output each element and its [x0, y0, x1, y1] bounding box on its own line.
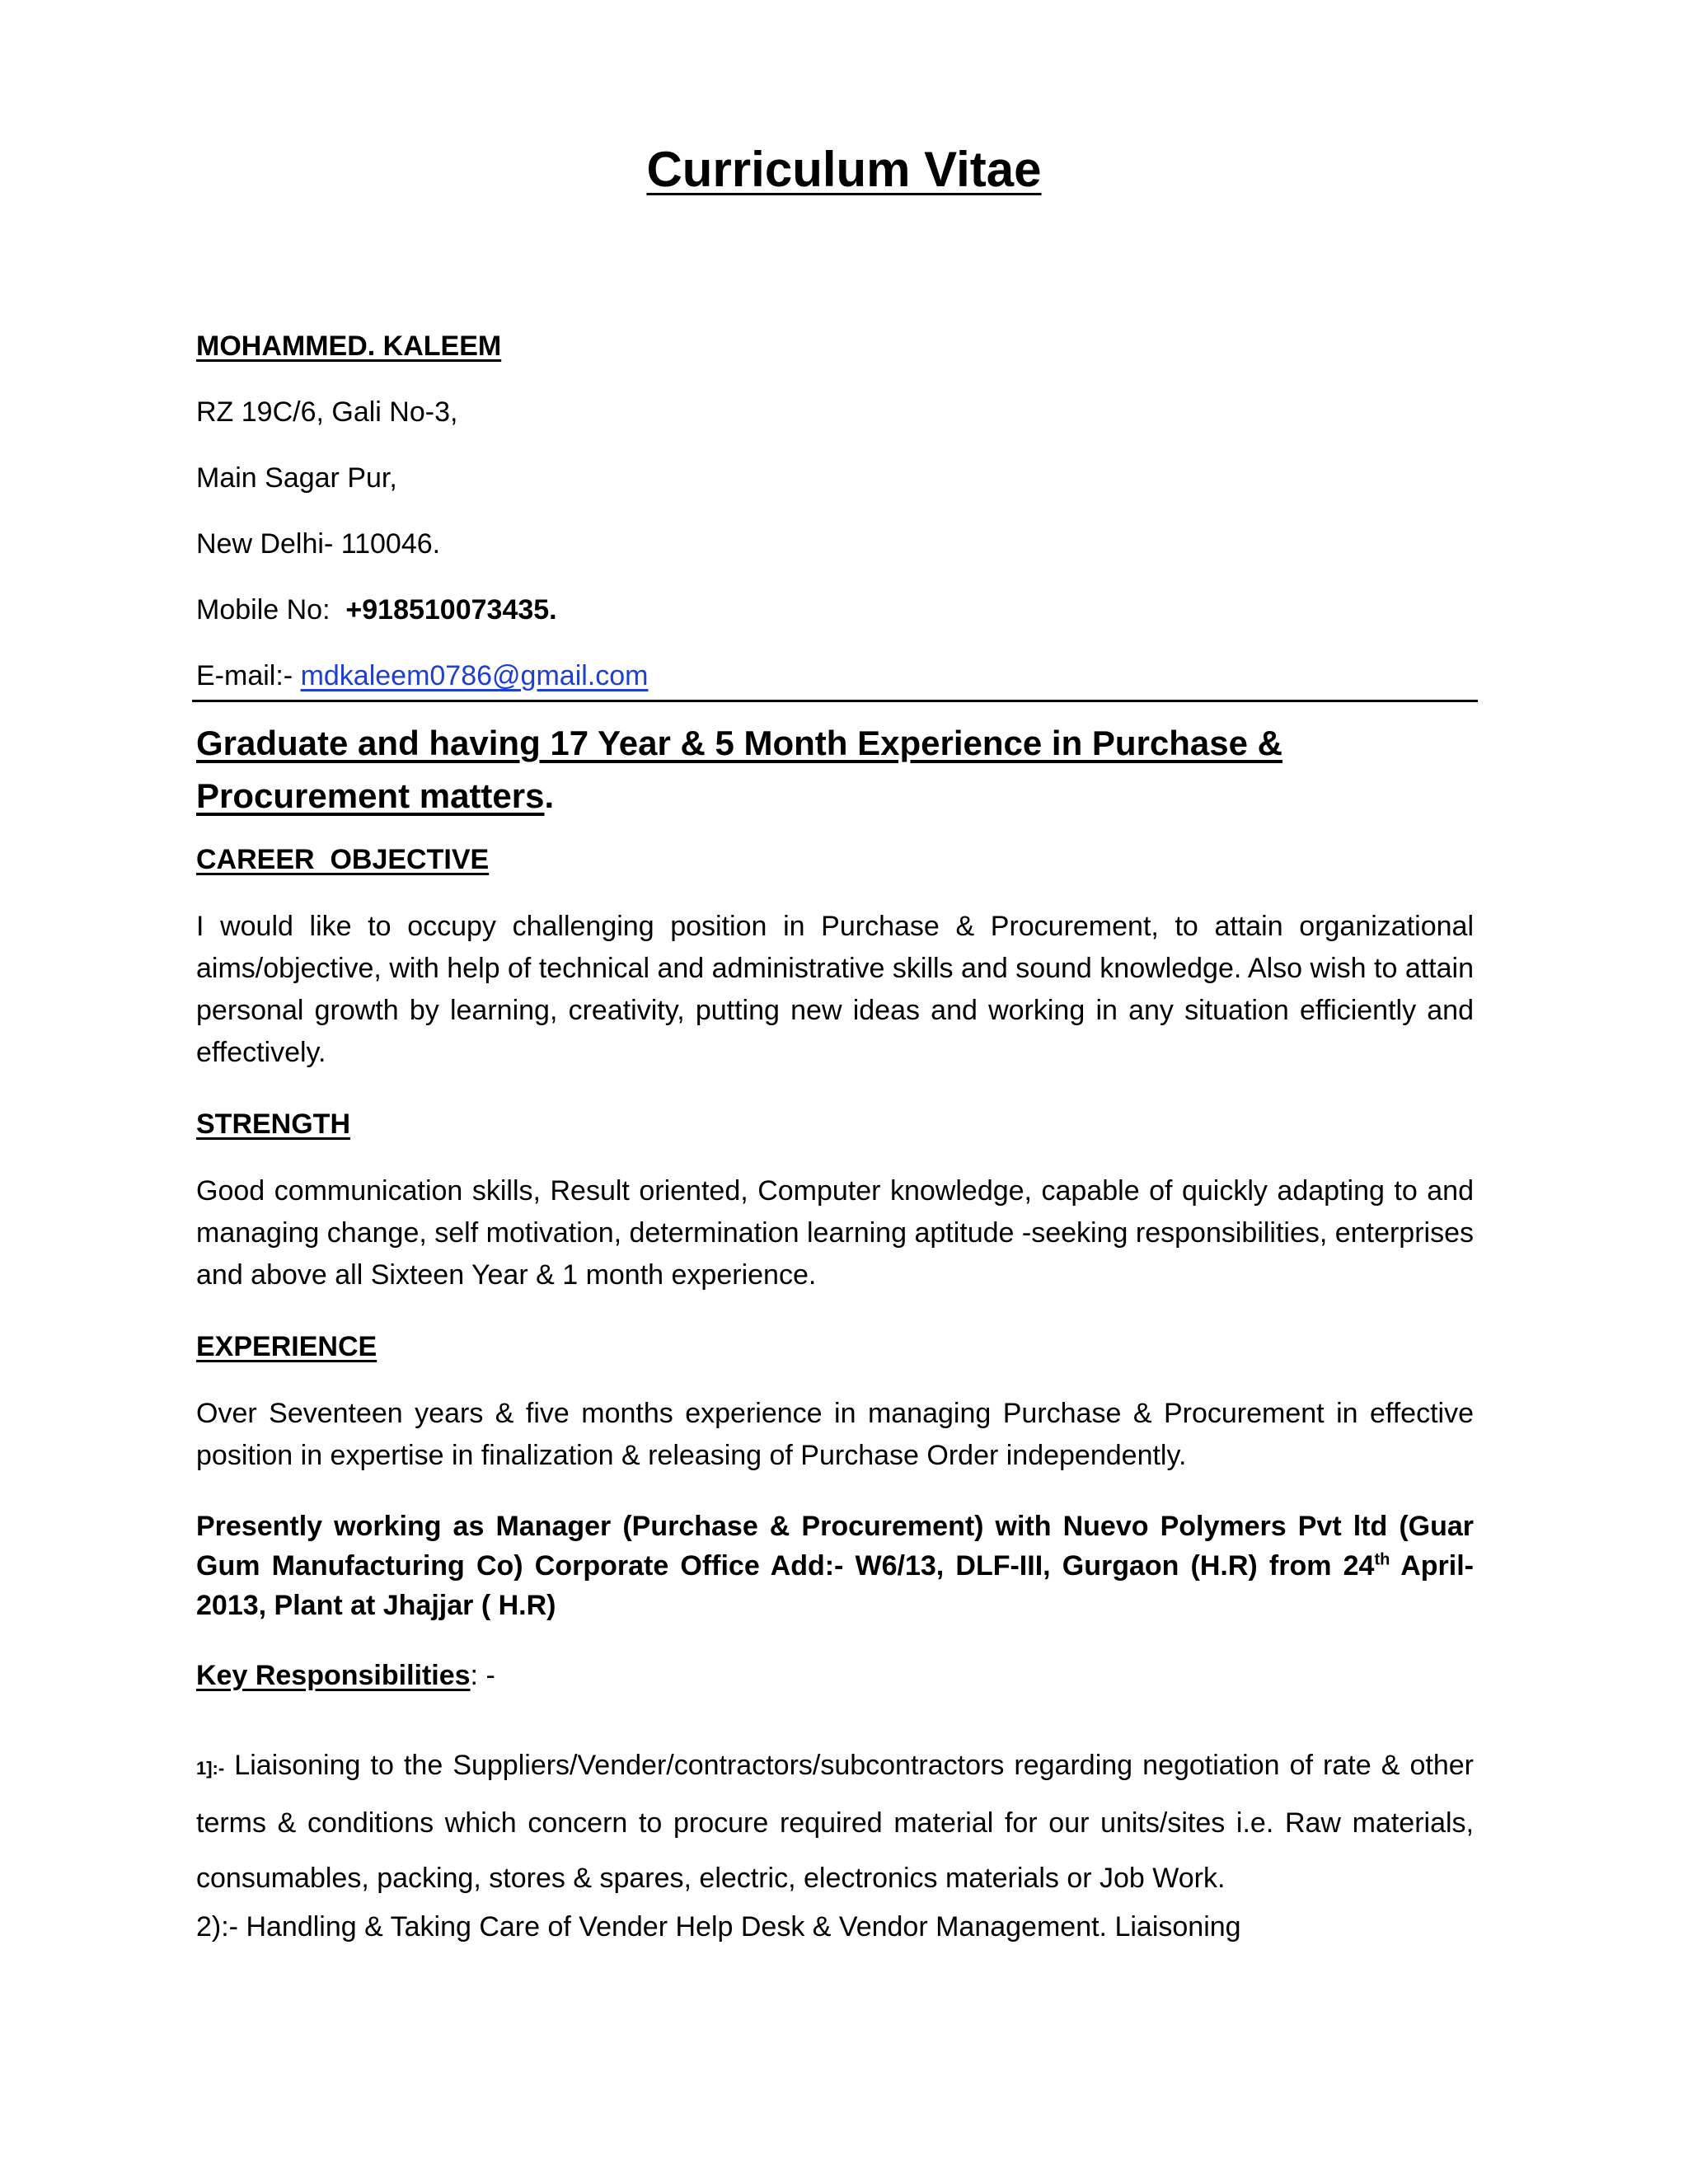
email-line — [196, 655, 1474, 697]
cv-content — [196, 326, 1474, 1948]
present-position — [196, 1507, 1474, 1625]
experience-text: Over Seventeen years & five months experience in managing Purchase & Procurement in effective position in expertise in finalization & releasing of Purchase Order independently. — [196, 1398, 1474, 1471]
mobile-number: +918510073435. — [345, 594, 557, 626]
responsibility-item-1 — [196, 1738, 1474, 1906]
email-label: E-mail:- — [196, 660, 301, 691]
key-responsibilities-heading — [196, 1655, 1474, 1697]
key-responsibilities-suffix: : - — [470, 1660, 495, 1691]
responsibility-item-2: 2):- Handling & Taking Care of Vender Help Desk & Vendor Management. Liaisoning — [196, 1911, 1241, 1943]
present-position-text-2: April-2013, Plant at Jhajjar ( H.R) — [196, 1550, 1475, 1621]
career-objective-heading: CAREER OBJECTIVE — [196, 844, 490, 875]
present-position-sup: th — [1374, 1550, 1390, 1569]
address-line-1: RZ 19C/6, Gali No-3, — [196, 396, 458, 428]
mobile-line — [196, 589, 1474, 631]
email-link[interactable]: mdkaleem0786@gmail.com — [300, 660, 649, 691]
strength-heading: STRENGTH — [196, 1108, 350, 1140]
responsibility-item-1-text: Liaisoning to the Suppliers/Vender/contractors/subcontractors regarding negotiation of rate & other terms & conditions which concern to procure required material for our units/sites i.e. Raw materials, consumables, packing, stores & spares, electric, electronics materials or Job Work. — [196, 1750, 1474, 1894]
responsibility-item-1-number: 1]:- — [196, 1758, 225, 1779]
present-position-text: Presently working as Manager (Purchase & Procurement) with Nuevo Polymers Pvt ltd (Guar Gum Manufacturing Co) Corporate Office Add:- W6/13, DLF-III, Gurgaon (H.R) from 24 — [196, 1511, 1474, 1582]
career-objective-text: I would like to occupy challenging position in Purchase & Procurement, to attain organizational aims/objective, with help of technical and administrative skills and sound knowledge. Also wish to attain personal growth by learning, creativity, putting new ideas and working in any situation efficiently and effectively. — [196, 911, 1474, 1068]
candidate-name: MOHAMMED. KALEEM — [196, 330, 502, 362]
address-line-2: Main Sagar Pur, — [196, 462, 397, 494]
header-divider — [192, 700, 1478, 702]
strength-text: Good communication skills, Result oriented, Computer knowledge, capable of quickly adapting to and managing change, self motivation, determination learning aptitude -seeking responsibilities, enterprises and above all Sixteen Year & 1 month experience. — [196, 1175, 1474, 1291]
document-title: Curriculum Vitae — [646, 142, 1042, 197]
summary-headline-text: Graduate and having 17 Year & 5 Month Experience in Purchase & Procurement matters — [196, 724, 1282, 815]
key-responsibilities-title: Key Responsibilities — [196, 1660, 471, 1691]
summary-headline — [196, 717, 1474, 823]
experience-heading: EXPERIENCE — [196, 1331, 377, 1362]
summary-headline-end: . — [544, 776, 555, 815]
address-line-3: New Delhi- 110046. — [196, 528, 441, 560]
mobile-label: Mobile No: — [196, 594, 346, 626]
